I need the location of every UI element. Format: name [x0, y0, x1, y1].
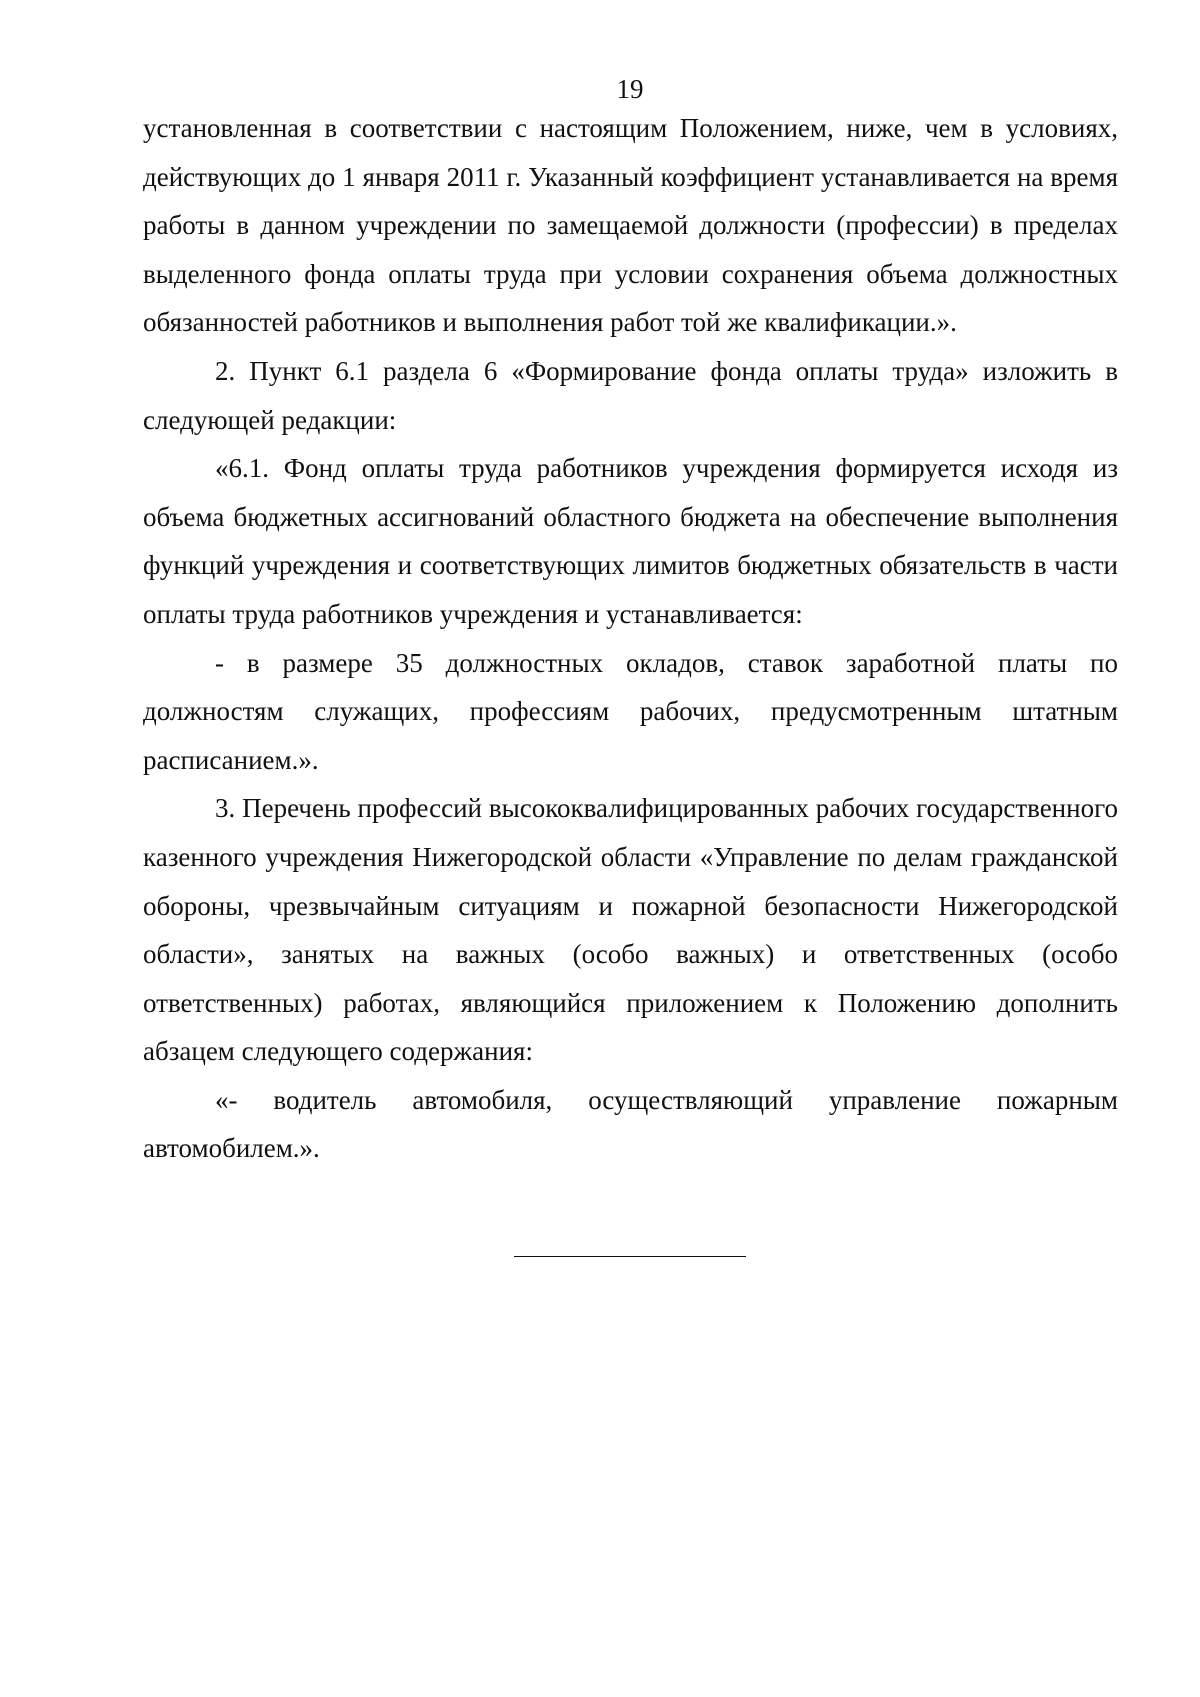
end-divider-line [514, 1256, 746, 1257]
paragraph-driver-addition: «- водитель автомобиля, осуществляющий управление пожарным автомобилем.». [143, 1084, 1118, 1164]
paragraph-item-2: 2. Пункт 6.1 раздела 6 «Формирование фонда оплаты труда» изложить в следующей редакции: [143, 355, 1118, 435]
page-number: 19 [616, 74, 644, 104]
paragraph-item-3: 3. Перечень профессий высококвалифицированных рабочих государственного казенного учреждения Нижегородской области «Управление по делам гражданской обороны, чрезвычайным ситуациям и пожарной безопасности Нижегородской области», занятых на важных (особо важных) и ответственных (особо ответственных) работах, являющийся приложением к Положению дополнить абзацем следующего содержания: [143, 793, 1118, 1067]
paragraph-salary-amount: - в размере 35 должностных окладов, ставок заработной платы по должностям служащих, профессиям рабочих, предусмотренным штатным расписанием.». [143, 647, 1118, 775]
document-body [143, 104, 1118, 1173]
paragraph-quote-6-1: «6.1. Фонд оплаты труда работников учреждения формируется исходя из объема бюджетных ассигнований областного бюджета на обеспечение выполнения функций учреждения и соответствующих лимитов бюджетных обязательств в части оплаты труда работников учреждения и устанавливается: [143, 453, 1118, 629]
paragraph-continuation: установленная в соответствии с настоящим Положением, ниже, чем в условиях, действующих до 1 января 2011 г. Указанный коэффициент устанавливается на время работы в данном учреждении по замещаемой должности (профессии) в пределах выделенного фонда оплаты труда при условии сохранения объема должностных обязанностей работников и выполнения работ той же квалификации.». [143, 113, 1118, 338]
